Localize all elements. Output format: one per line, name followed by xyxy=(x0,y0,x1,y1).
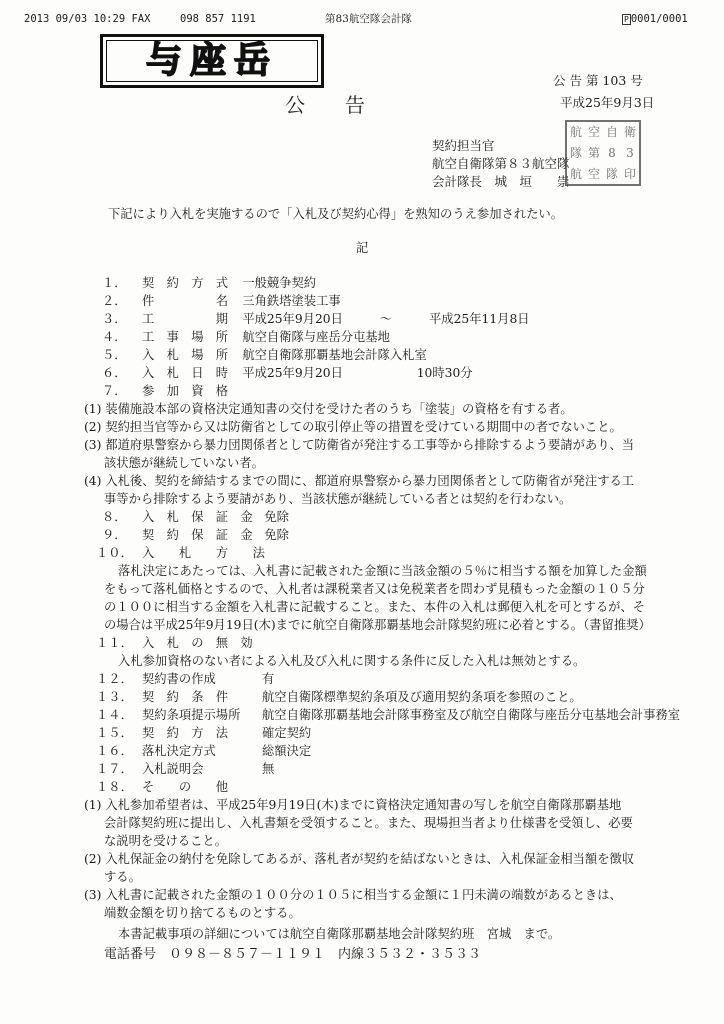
other-1-cont-a: 会計隊契約班に提出し、入札書類を受領すること。また、現場担当者より仕様書を受領し、必要 xyxy=(104,816,633,830)
notice-title: 公 告 xyxy=(285,93,365,117)
item-8: ８． 入 札 保 証 金 免除 xyxy=(102,510,289,524)
method-line-2: をもって落札価格とするので、入札者は課税業者又は免税業者を問わず見積もった金額の１０５分 xyxy=(104,582,645,596)
item-3: ３． 工 期 平成25年9月20日 ～ 平成25年11月8日 xyxy=(102,312,530,326)
item-10: １０． 入 札 方 法 xyxy=(96,546,265,560)
fax-page: P 0001/0001 xyxy=(624,13,688,25)
item-2: ２． 件 名 三角鉄塔塗装工事 xyxy=(102,294,341,308)
other-1: (1) 入札参加希望者は、平成25年9月19日(木)までに資格決定通知書の写しを航空自衛隊那覇基地 xyxy=(84,798,622,812)
page-icon: P xyxy=(624,15,629,24)
notice-number: 公 告 第 103 号 xyxy=(553,73,643,88)
item-15: １５． 契 約 方 法 確定契約 xyxy=(96,726,312,740)
item-16: １６． 落札決定方式 総額決定 xyxy=(96,744,312,758)
item-13: １３． 契 約 条 件 航空自衛隊標準契約条項及び適用契約条項を参照のこと。 xyxy=(96,690,582,704)
qualification-4-cont: 事等から排除するよう要請があり、当該状態が継続している者とは契約を行わない。 xyxy=(104,492,572,506)
location-stamp xyxy=(100,34,324,88)
item-5: ５． 入 札 場 所 航空自衛隊那覇基地会計隊入札室 xyxy=(102,348,427,362)
qualification-1: (1) 装備施設本部の資格決定通知書の交付を受けた者のうち「塗装」の資格を有する者。 xyxy=(84,402,573,416)
contact-detail: 本書記載事項の詳細については航空自衛隊那覇基地会計隊契約班 宮城 まで。 xyxy=(118,927,561,941)
other-2: (2) 入札保証金の納付を免除してあるが、落札者が契約を結ばないときは、入札保証金相当額を徴収 xyxy=(84,852,635,866)
signer-name: 会計隊長 城 垣 崇 xyxy=(432,174,570,189)
stamp-text: 与座岳 xyxy=(106,40,318,82)
other-3-cont: 端数金額を切り捨てるものとする。 xyxy=(104,906,301,920)
signer-unit: 航空自衛隊第８３航空隊 xyxy=(432,156,570,171)
qualification-3: (3) 都道府県警察から暴力団関係者として防衛省が発注する工事等から排除するよう要請があり、当 xyxy=(84,438,635,452)
other-1-cont-b: な説明を受けること。 xyxy=(104,834,227,848)
item-7: ７． 参 加 資 格 xyxy=(102,384,229,398)
item-9: ９． 契 約 保 証 金 免除 xyxy=(102,528,289,542)
fax-sender: 第83航空隊会計隊 xyxy=(325,13,412,25)
notice-date: 平成25年9月3日 xyxy=(560,95,655,110)
item-17: １７． 入札説明会 無 xyxy=(96,762,275,776)
contact-phone: 電話番号 ０９８－８５７－１１９１ 内線３５３２・３５３３ xyxy=(104,947,482,962)
qualification-2: (2) 契約担当官等から又は防衛省としての取引停止等の措置を受けている期間中の者でないこと。 xyxy=(84,420,622,434)
other-2-cont: する。 xyxy=(104,870,141,884)
intro-text: 下記により入札を実施するので「入札及び契約心得」を熟知のうえ参加されたい。 xyxy=(108,207,563,221)
other-3: (3) 入札書に記載された金額の１００分の１０５に相当する金額に１円未満の端数があるときは、 xyxy=(84,888,622,902)
item-4: ４． 工 事 場 所 航空自衛隊与座岳分屯基地 xyxy=(102,330,390,344)
item-1: １． 契 約 方 式 一般競争契約 xyxy=(102,276,317,290)
item-14: １４． 契約条項提示場所 航空自衛隊那覇基地会計隊事務室及び航空自衛隊与座岳分屯基地会計事務室 xyxy=(96,708,681,722)
item-11: １１． 入 札 の 無 効 xyxy=(96,636,253,650)
method-line-4: の場合は平成25年9月19日(木)までに航空自衛隊那覇基地会計隊契約班に必着とする。（書留推奨） xyxy=(104,618,651,632)
invalid-text: 入札参加資格のない者による入札及び入札に関する条件に反した入札は無効とする。 xyxy=(118,654,586,668)
item-12: １２． 契約書の作成 有 xyxy=(96,672,275,686)
method-line-3: の１００に相当する金額を入札書に記載すること。また、本件の入札は郵便入札を可とするが、そ xyxy=(104,600,646,614)
item-6: ６． 入 札 日 時 平成25年9月20日 10時30分 xyxy=(102,366,473,380)
qualification-4: (4) 入札後、契約を締結するまでの間に、都道府県警察から暴力団関係者として防衛省が発注する工 xyxy=(84,474,635,488)
fax-number: 098 857 1191 xyxy=(180,13,256,25)
ki-heading: 記 xyxy=(356,241,369,255)
fax-datetime: 2013 09/03 10:29 FAX xyxy=(24,13,151,25)
method-line-1: 落札決定にあたっては、入札書に記載された金額に当該金額の５％に相当する額を加算した金額 xyxy=(118,564,647,578)
item-18: １８． そ の 他 xyxy=(96,780,229,794)
official-seal: 航 空 自 衛 隊 第 8 3 航 空 隊 印 xyxy=(565,120,641,186)
signer-title: 契約担当官 xyxy=(432,138,495,153)
qualification-3-cont: 該状態が継続していない者。 xyxy=(104,456,264,470)
